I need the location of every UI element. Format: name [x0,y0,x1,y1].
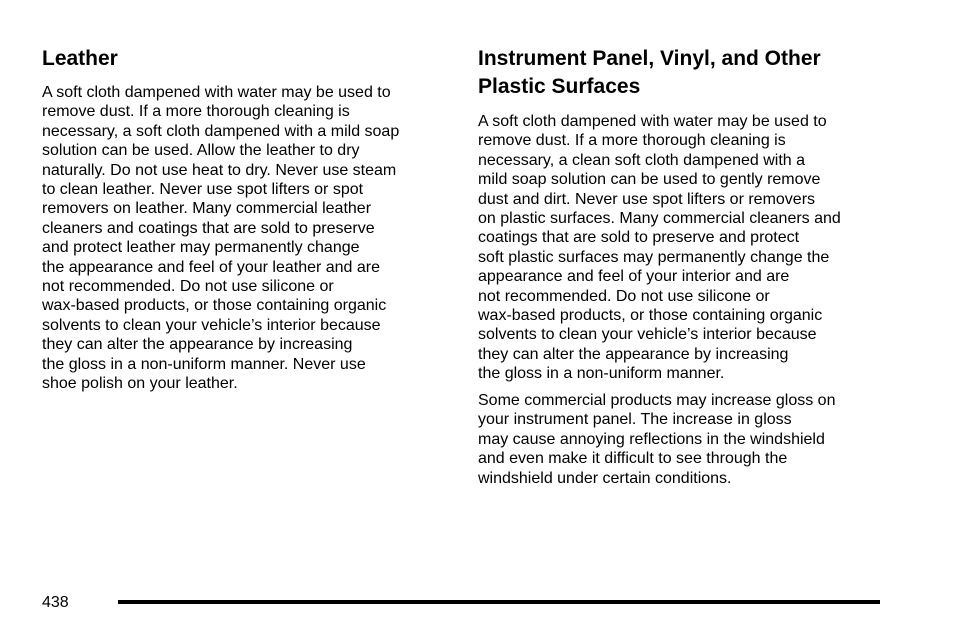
paragraph-line: remove dust. If a more thorough cleaning is [42,103,350,121]
paragraph-line: coatings that are sold to preserve and protect [478,229,800,247]
paragraph-line: naturally. Do not use heat to dry. Never use steam [42,161,397,179]
page-number: 438 [42,594,69,611]
paragraph-line: mild soap solution can be used to gently remove [478,171,821,189]
paragraph-line: A soft cloth dampened with water may be used to [478,113,827,130]
paragraph-line: they can alter the appearance by increasing [478,345,789,363]
paragraph-line: on plastic surfaces. Many commercial cleaners and [478,210,841,228]
paragraph-line: solvents to clean your vehicle’s interior because [478,326,817,344]
paragraph-line: solvents to clean your vehicle’s interior because [42,316,381,334]
leather-paragraph [42,83,399,394]
paragraph-line: they can alter the appearance by increasing [42,336,353,354]
paragraph-line: to clean leather. Never use spot lifters or spot [42,181,364,199]
paragraph-line: not recommended. Do not use silicone or [42,278,334,296]
paragraph-line: wax-based products, or those containing organic [42,297,387,315]
heading-line: Plastic Surfaces [478,75,641,98]
paragraph-line: necessary, a clean soft cloth dampened with a [478,151,805,169]
heading-line: Instrument Panel, Vinyl, and Other [478,47,821,70]
paragraph-line: not recommended. Do not use silicone or [478,287,770,305]
section-heading-leather: Leather [42,47,118,70]
paragraph-line: necessary, a soft cloth dampened with a mild soap [42,122,400,140]
paragraph-line: may cause annoying reflections in the windshield [478,430,825,448]
section-heading-instrument-panel [478,45,898,101]
paragraph-line: the appearance and feel of your leather and are [42,258,381,276]
paragraph-line: windshield under certain conditions. [478,469,732,487]
paragraph-line: A soft cloth dampened with water may be used to [42,84,391,101]
paragraph-line: the gloss in a non-uniform manner. Never use [42,355,366,373]
paragraph-line: and even make it difficult to see through the [478,450,788,468]
paragraph-line: the gloss in a non-uniform manner. [478,365,725,383]
paragraph-line: remove dust. If a more thorough cleaning is [478,132,786,150]
paragraph-line: dust and dirt. Never use spot lifters or removers [478,190,816,208]
paragraph-line: soft plastic surfaces may permanently change the [478,248,830,266]
instrument-panel-paragraph-1 [478,112,841,384]
paragraph-line: shoe polish on your leather. [42,375,238,393]
paragraph-line: removers on leather. Many commercial leather [42,200,372,218]
footer-rule [118,600,880,604]
paragraph-line: cleaners and coatings that are sold to preserve [42,219,375,237]
paragraph-line: solution can be used. Allow the leather to dry [42,142,360,160]
instrument-panel-paragraph-2 [478,391,835,488]
paragraph-line: appearance and feel of your interior and are [478,268,790,286]
paragraph-line: wax-based products, or those containing organic [478,307,823,325]
paragraph-line: your instrument panel. The increase in gloss [478,411,792,429]
paragraph-line: Some commercial products may increase gloss on [478,392,836,409]
paragraph-line: and protect leather may permanently change [42,239,360,257]
